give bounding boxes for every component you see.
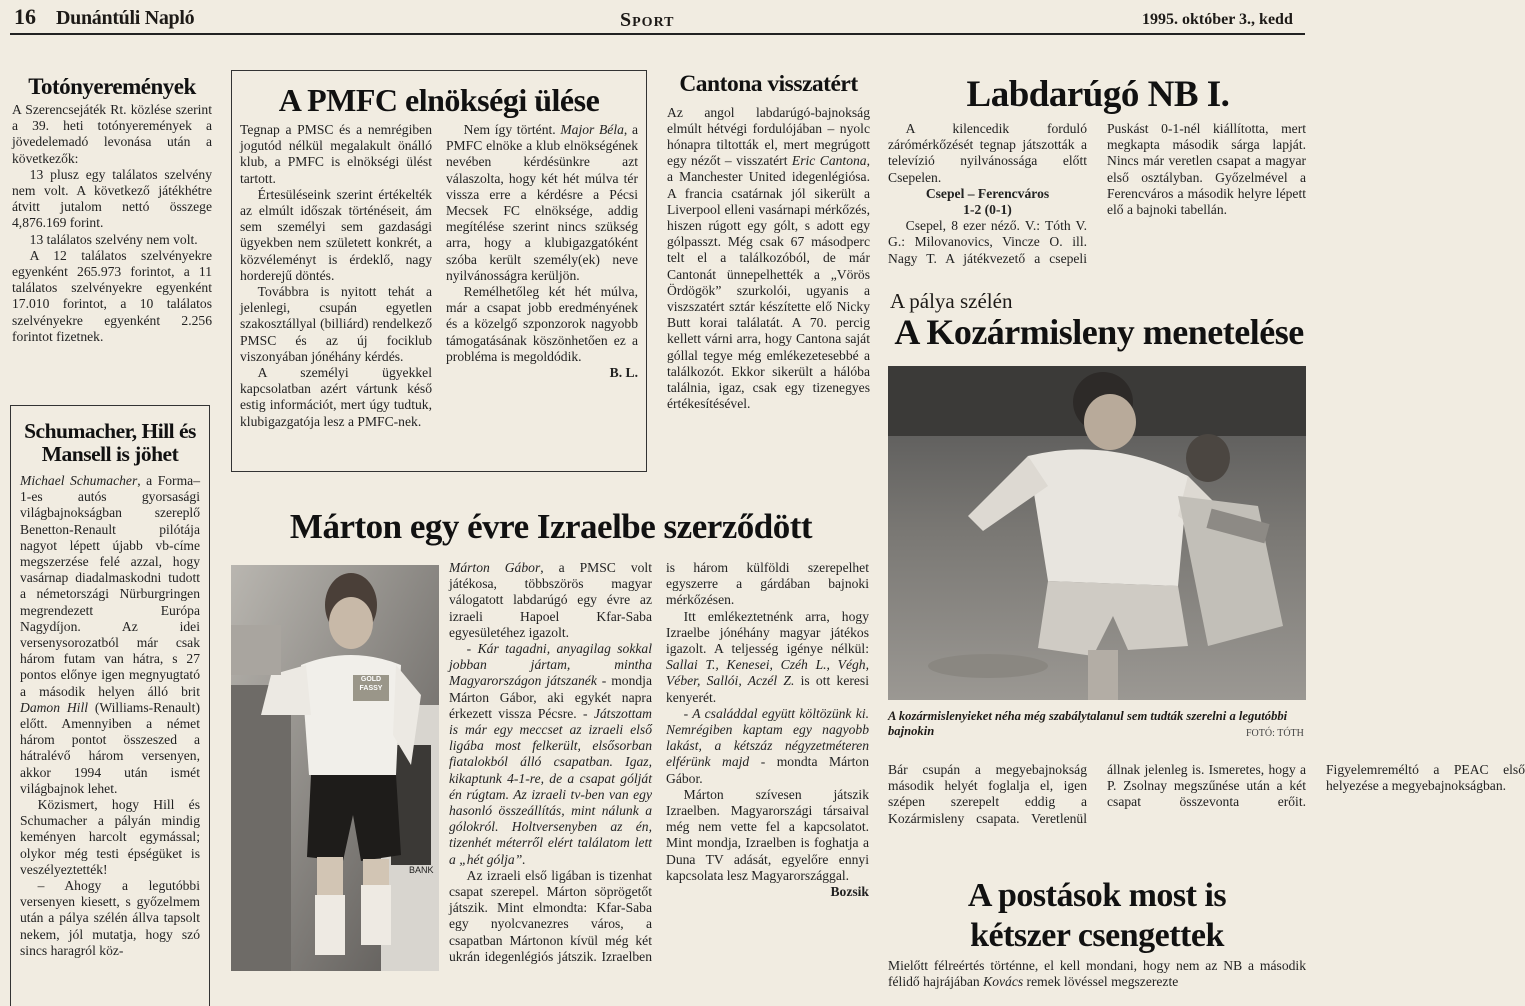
postas-headline-line2: kétszer csengettek (970, 917, 1224, 954)
marton-paragraph: - A családdal együtt költözünk ki. Nemrégiben kaptam egy nagyobb lakást, a kétszáz négyzetméteren elférünk majd - mondta Márton Gábor. (666, 705, 870, 786)
nb1-body (888, 121, 1306, 271)
kozar-photo-illustration (888, 366, 1306, 700)
major-bela-name: Major Béla (560, 122, 624, 137)
marton-photo-illustration (231, 565, 439, 971)
toto-paragraph: 13 találatos szelvény nem volt. (29, 231, 198, 247)
hill-name: Damon Hill (20, 699, 88, 715)
section-title: Sport (620, 9, 675, 31)
postas-body (888, 958, 1306, 990)
toto-body (12, 102, 212, 345)
marton-paragraph: Márton Gábor, a PMSC volt játékosa, többszörös magyar válogatott labdarúgó egy évre az izraeli Hapoel Kfar-Saba egyesületéhez igazolt. (449, 560, 652, 640)
pmfc-paragraph: A személyi ügyekkel kapcsolatban azért vártunk késő estig információt, mert úgy tudtuk, klubigazgatója lesz a PMFC-nek. (240, 365, 432, 429)
pmfc-headline: A PMFC elnökségi ülése (278, 82, 600, 118)
pmfc-body (240, 122, 638, 462)
schumacher-article (20, 420, 200, 992)
masthead-rule (10, 33, 1305, 35)
marton-body (449, 560, 869, 975)
marton-name: Márton Gábor (449, 560, 541, 575)
postas-paragraph: Mielőtt félreértés történne, el kell mondani, hogy nem az NB a második félidő hajrájában Kovács remek lövéssel megszerezte (888, 958, 1306, 990)
pmfc-article (240, 84, 638, 466)
schumacher-paragraph: Közismert, hogy Hill és Schumacher a pályán mindig keményen harcolt egymással; olykor még testi épségüket is veszélyeztették! (20, 797, 200, 877)
schumacher-paragraph: – Ahogy a legutóbbi versenyen kiesett, s győzelmem után a pálya szélén állva tapsolt nekem, jól mutatja, hogy szó sincs haragról köz- (20, 878, 200, 958)
nb1-headline: Labdarúgó NB I. (966, 74, 1230, 115)
pmfc-paragraph: Továbbra is nyitott tehát a jelenlegi, csupán egyetlen szakosztállyal (billiárd) rendelkező PMSC és az új fociklub viszonyában jónéhány kérdés. (240, 284, 432, 364)
pmfc-signature: B. L. (609, 365, 638, 381)
photo-bank-sign: BANK (409, 865, 434, 875)
marton-headline: Márton egy évre Izraelbe szerződött (289, 507, 813, 546)
kozar-photo-credit: FOTÓ: TÓTH (1246, 728, 1304, 739)
schumacher-name: Michael Schumacher (20, 473, 138, 488)
schumacher-headline: Schumacher, Hill és Mansell is jöhet (24, 419, 196, 466)
nb1-article (888, 121, 1306, 271)
marton-paragraph: - Kár tagadni, anyagilag sokkal jobban jártam, mintha Magyarországon játszanék - mondja Márton Gábor, aki egykét napra érkezett vissza Pécsre. - Játszottam is már egy meccset az izraeli első ligába most felkerült, elsősorban fiatalokból álló csapatban. Igaz, kikaptunk 4-1-re, de a csapat gólját én rúgtam. Az izraeli tv-ben van egy hasonló összeállítás, mint nálunk a gólokról. Holtversenyben az én, tizenhét méterről elért találatom lett a „hét gólja”. (449, 641, 652, 867)
cantona-headline: Cantona visszatért (679, 71, 858, 97)
postas-headline-line1: A postások most is (967, 877, 1227, 914)
kozar-headline: A Kozármisleny menetelése (894, 312, 1304, 352)
photo-sponsor-logo: GOLD FASSY (359, 676, 383, 692)
postas-headline (888, 876, 1306, 956)
pmfc-paragraph: Remélhetőleg két hét múlva, már a csapat jobb eredményének és a közelgő szponzorok nagyobb támogatásának köszönhetően ez a probléma is megoldódik. (446, 284, 638, 364)
marton-paragraph: Márton szívesen játszik Izraelben. Magyarországi társaival még nem vette fel a kapcsolatot. Mint mondja, Izraelben is foghatja a Duna TV adását, egyelőre ennyi kapcsolata lesz Magyarországgal. (666, 786, 869, 883)
cantona-article (667, 73, 870, 478)
pmfc-paragraph: Tegnap a PMSC és a nemrégiben jogutód nélkül megalakult önálló klub, a PMFC is elnökségi ülést tartott. (240, 122, 432, 186)
marton-photo (231, 565, 439, 971)
issue-date: 1995. október 3., kedd (1142, 11, 1293, 28)
toto-headline: Totónyeremények (28, 74, 196, 99)
marton-signature: Bozsik (830, 884, 869, 900)
toto-paragraph: A 12 találatos szelvényekre egyenként 265.973 forintot, a 11 találatos szelvényekre egyenként 17.010 forintot, a 10 találatos szelvényekre egyenként 2.256 forintot fizetnek. (12, 247, 212, 344)
kozar-paragraph: Bár csupán a megyebajnokság második helyét foglalja el, igen szépen szerepelt eddig a Kozármisleny csapata. Veretlenül állnak jelenleg is. Ismeretes, hogy a P. Zsolnay megszűnése után a két csapat összevonta erőit. Figyelemreméltó a PEAC első helyezése a megyebajnokságban. (888, 762, 1525, 826)
marton-article (449, 560, 869, 975)
cantona-body (667, 105, 870, 413)
marton-paragraph: Itt emlékeztetnénk arra, hogy Izraelbe jónéhány magyar játékos igazolt. A teljesség igénye nélkül: Sallai T., Kenesei, Czéh L., Végh, Véber, Sallói, Aczél Z. is ott keresi kenyerét. (666, 608, 869, 705)
pmfc-paragraph: Értesüléseink szerint értékelték az elmúlt időszak történéseit, ám sem személyi sem gazdasági ügyekben nem született konkrét, a közvéleményt is érdeklő, nagy horderejű döntés. (240, 186, 432, 283)
kozar-caption: A kozármislenyieket néha még szabálytalanul sem tudták szerelni a legutóbbi bajnokin (888, 709, 1288, 738)
schumacher-body (20, 473, 200, 959)
kozar-photo (888, 366, 1306, 700)
marton-paragraph: Az izraeli első ligában is tizenhat csapat szerepel. Márton söprögetőt játszik. Mint elmondta: Kfar-Saba egy nyolcvanezres város, a csapatban Mártonon kívül még két ukrán idegenlégiós játszik. Izraelben is három külföldi szerepelhet egyszerre a gárdában bajnoki mérkőzésen. (449, 560, 869, 964)
nb1-score: 1-2 (0-1) (963, 202, 1012, 218)
toto-article (12, 75, 212, 345)
page-number: 16 (14, 4, 36, 29)
nb1-paragraph: A kilencedik forduló zárómérkőzését tegnap játszották a televízió nyilvánossága előtt Csepelen. (888, 121, 1087, 185)
cantona-name: Eric Cantona (791, 153, 867, 169)
postas-article (888, 958, 1306, 993)
toto-paragraph: 13 plusz egy találatos szelvény nem volt. A következő játékhétre átvitt jutalom nettó összege 4,876.169 forint. (12, 166, 212, 231)
nb1-paragraph: Csepel, 8 ezer néző. V.: Tóth V. G.: Milovanovics, Vincze O. ill. Nagy T. A játékvezető a csepeli Puskást 0-1-nél kiállította, mert megkapta második sárga lapját. Nincs már veretlen csapat a magyar első osztályban. Győzelmével a Ferencváros a második helyre lépett elő a bajnoki tabellán. (888, 121, 1306, 266)
cantona-paragraph: Az angol labdarúgó-bajnokság elmúlt hétvégi fordulójában – nyolc hónapra tiltották el, mert megrúgott egy nézőt – visszatért Eric Cantona, a Manchester United idegenlégiósa. A francia csatárnak jól sikerült a Liverpool elleni vasárnapi mérkőzés, hiszen rúgott egy gólt, s adott egy gólpasszt. Még csak 67 másodperc telt el a találkozóból, de már Cantonát ünnepelhették a „Vörös Ördögök” szurkolói, ugyanis a viszszatért sztár készítette elő Nicky Butt korai találatát. A 70. percig kellett várni arra, hogy Cantona saját góllal tegye még emlékezetesebbé a találkozót. Ekkor sikerült a hálóba találnia, igaz, csak egy tizenegyes értékesítésével. (667, 104, 870, 412)
kozar-kicker: A pálya szélén (890, 289, 1013, 313)
newspaper-name: Dunántúli Napló (56, 7, 195, 29)
schumacher-paragraph: Michael Schumacher, a Forma–1-es autós gyorsasági világbajnokságban szereplő Benetton-Renault pilótája nagyot lépett újabb vb-címe megszerzése felé azzal, hogy vasárnap diadalmaskodni tudott a németországi Nürburgringen megrendezett Európa Nagydíjon. Az idei versenysorozatból már csak három futam van hátra, s 27 pontos előnye igen megnyugtató a második helyen álló brit Damon Hill (Williams-Renault) előtt. Amennyiben a német három pontot összeszed a hátralévő három versenyen, akkor 1994 után ismét világbajnok lehet. (20, 473, 200, 796)
kovacs-name: Kovács (983, 974, 1024, 990)
kozar-article (888, 762, 1525, 842)
toto-paragraph: A Szerencsejáték Rt. közlése szerint a 39. heti totónyeremények a jövedelemadó levonása után a következők: (12, 102, 212, 166)
nb1-match: Csepel – Ferencváros (925, 185, 1050, 201)
kozar-body (888, 762, 1525, 842)
pmfc-paragraph: Nem így történt. Major Béla, a PMFC elnöke a klub elnökségének nevében kérdésünkre azt válaszolta, hogy két hét múlva tér vissza erre a kérdésre a Pécsi Mecsek FC elnöksége, addig megítélése szerint nincs szükség arra, hogy a klubigazgatóként szóba került személy(ek) neve nyilvánosságra kerüljön. (446, 122, 638, 283)
